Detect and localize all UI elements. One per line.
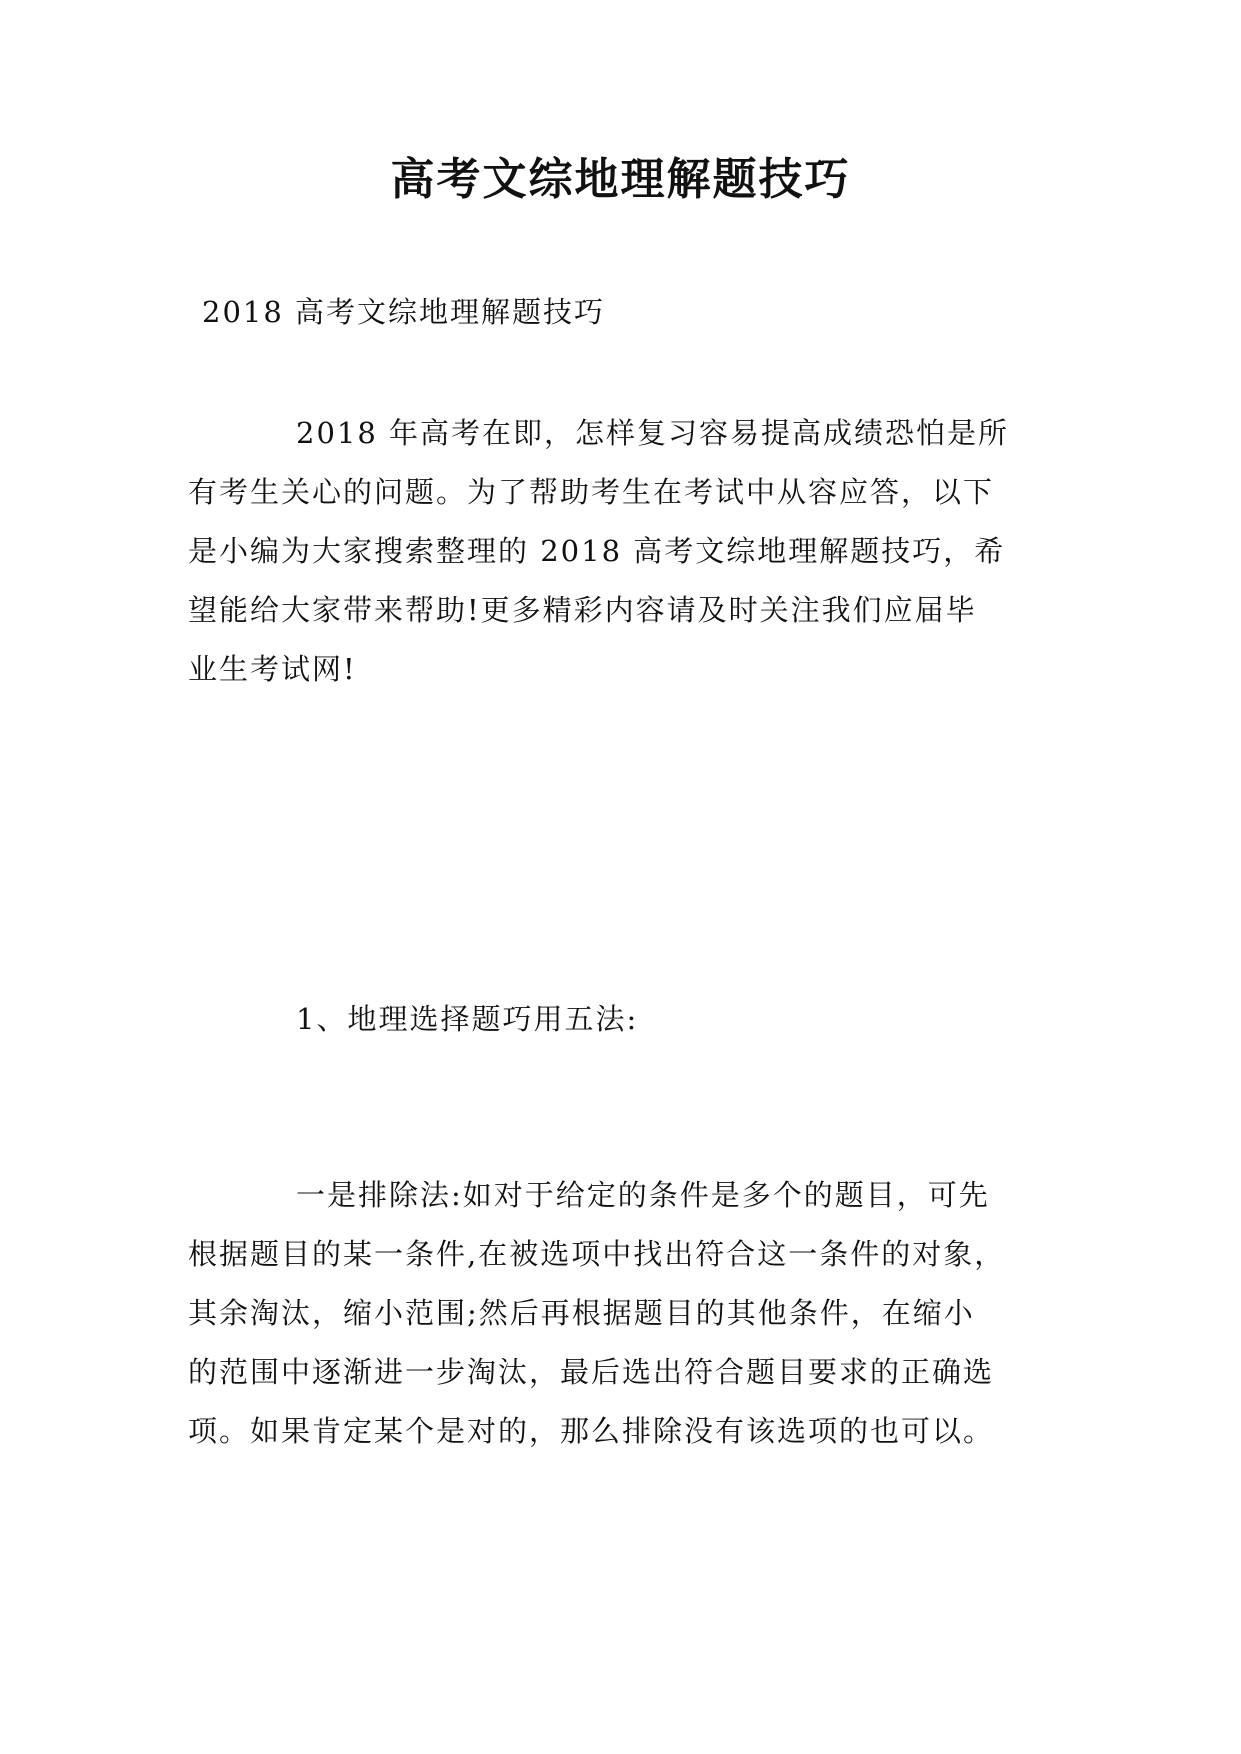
intro-paragraph (188, 404, 1058, 699)
document-title: 高考文综地理解题技巧 (390, 154, 851, 205)
method-line: 项。如果肯定某个是对的，那么排除没有该选项的也可以。 (188, 1414, 995, 1448)
method-line: 根据题目的某一条件,在被选项中找出符合这一条件的对象， (188, 1237, 1006, 1271)
method-line: 其余淘汰，缩小范围;然后再根据题目的其他条件，在缩小 (188, 1296, 975, 1330)
intro-line: 有考生关心的问题。为了帮助考生在考试中从容应答，以下 (188, 475, 995, 509)
intro-line: 2018 年高考在即，怎样复习容易提高成绩恐怕是所 (296, 416, 1010, 450)
intro-line: 业生考试网! (188, 652, 357, 686)
method-line: 一是排除法:如对于给定的条件是多个的题目，可先 (296, 1178, 990, 1212)
method-paragraph (188, 1166, 1058, 1461)
document-subtitle: 2018 高考文综地理解题技巧 (202, 295, 606, 329)
section-heading-text: 1、地理选择题巧用五法: (296, 1002, 639, 1036)
intro-line: 是小编为大家搜索整理的 2018 高考文综地理解题技巧，希 (188, 534, 1006, 568)
section-heading (188, 990, 1058, 1049)
method-line: 的范围中逐渐进一步淘汰，最后选出符合题目要求的正确选 (188, 1355, 995, 1389)
intro-line: 望能给大家带来帮助!更多精彩内容请及时关注我们应届毕 (188, 593, 977, 627)
